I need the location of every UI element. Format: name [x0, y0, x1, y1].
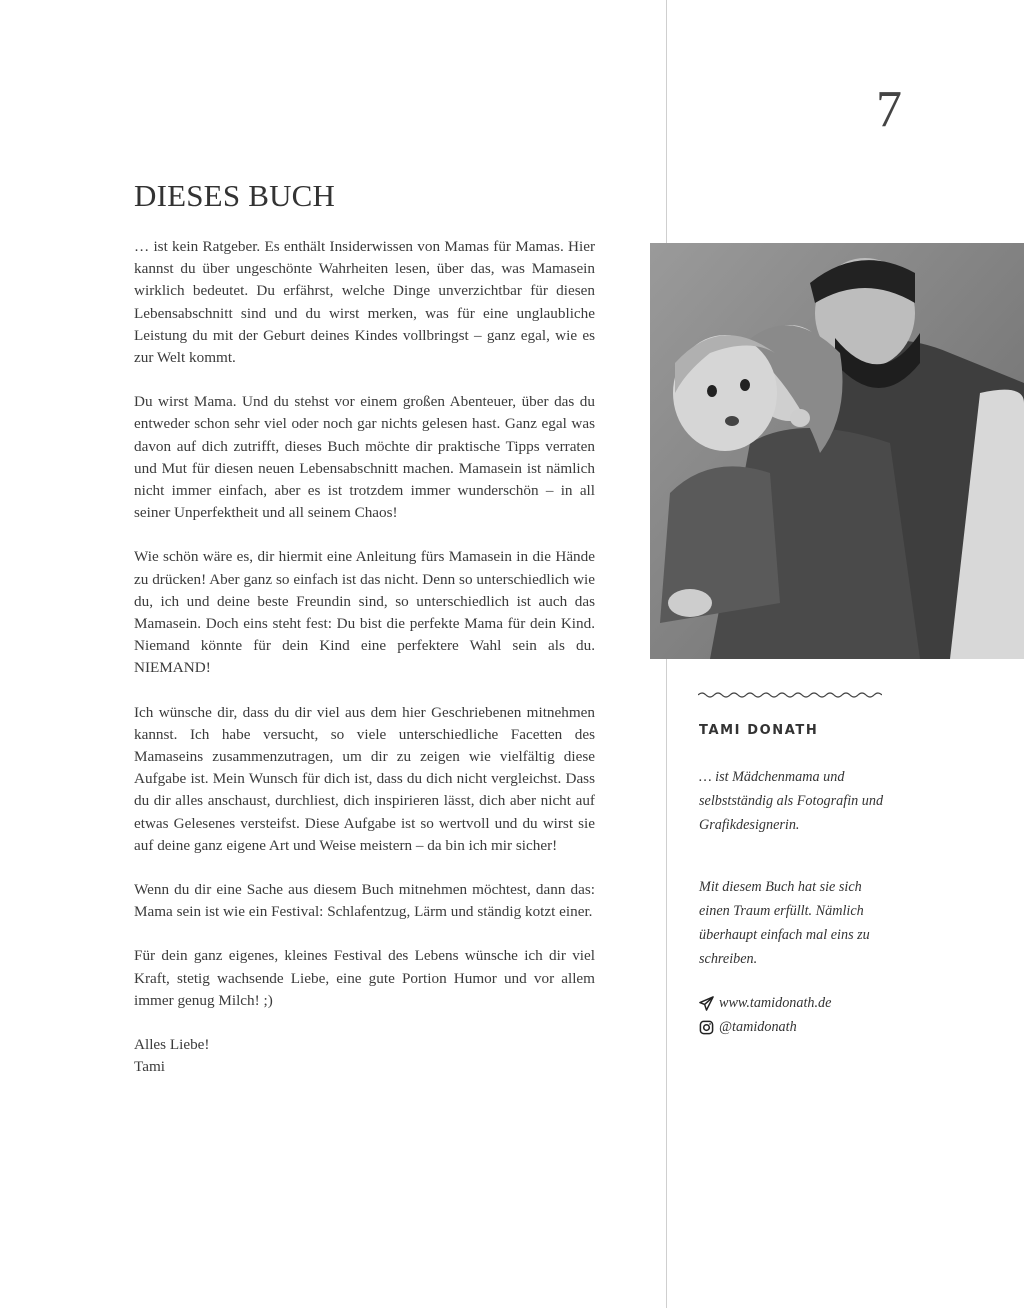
- page-number: 7: [876, 81, 902, 138]
- website-text: www.tamidonath.de: [719, 995, 832, 1011]
- body-text: [134, 236, 595, 1079]
- paragraph: Wie schön wäre es, dir hiermit eine Anleitung fürs Mamasein in die Hände zu drücken! Aber ganz so einfach ist das nicht. Denn so unterschiedlich wie du, ich und deine beste Freundin sind, so unterschiedlich ist auch das Mamasein. Doch eins steht fest: Du bist die perfekte Mama für dein Kind. Niemand könnte für dein Kind eine perfektere Wahl sein als du. NIEMAND!: [134, 548, 595, 677]
- paragraph: Für dein ganz eigenes, kleines Festival des Lebens wünsche ich dir viel Kraft, stetig wachsende Liebe, eine gute Portion Humor und vor allem immer genug Milch! ;): [134, 947, 595, 1009]
- paragraph: … ist kein Ratgeber. Es enthält Insiderwissen von Mamas für Mamas. Hier kannst du über ungeschönte Wahrheiten lesen, über das, was Mamasein wirklich bedeutet. Du erfährst, welche Dinge unverzichtbar für diesen Lebensabschnitt sind und du wirst merken, was für eine unglaubliche Leistung du mit der Geburt deines Kindes vollbringst – ganz egal, wie es zur Welt kommt.: [134, 238, 595, 367]
- page-title: DIESES BUCH: [134, 178, 336, 213]
- author-note: Mit diesem Buch hat sie sich einen Traum erfüllt. Nämlich überhaupt einfach mal eins zu schreiben.: [699, 879, 870, 967]
- family-photo: [650, 243, 1024, 659]
- paragraph: Wenn du dir eine Sache aus diesem Buch mitnehmen möchtest, dann das: Mama sein ist wie ein Festival: Schlafentzug, Lärm und ständig kotzt einer.: [134, 881, 595, 921]
- paper-plane-icon: [699, 996, 714, 1011]
- instagram-text: @tamidonath: [719, 1019, 797, 1035]
- signoff-greeting: Alles Liebe!: [134, 1036, 210, 1054]
- author-bio: … ist Mädchenmama und selbstständig als Fotografin und Grafikdesignerin.: [699, 769, 884, 833]
- instagram-icon: [699, 1020, 714, 1035]
- paragraph: Ich wünsche dir, dass du dir viel aus dem hier Geschriebenen mitnehmen kannst. Ich habe versucht, so viele unterschiedliche Facetten des Mamaseins zusammenzutragen, um dir zu zeigen wie vielfältig diese Aufgabe ist. Mein Wunsch für dich ist, dass du dich nicht vergleichst. Dass du dir alles anschaust, durchliest, dich inspirieren lässt, dich aber nicht auf etwas Gelesenes versteifst. Diese Aufgabe ist so wertvoll und du wirst sie auf deine ganz eigene Art und Weise meistern – da bin ich mir sicher!: [134, 703, 595, 854]
- paragraph: Du wirst Mama. Und du stehst vor einem großen Abenteuer, über das du entweder schon sehr viel oder noch gar nichts gelesen hast. Ganz egal was davon auf dich zutrifft, dieses Buch möchte dir praktische Tipps verraten und Mut für diesen neuen Lebensabschnitt machen. Mamasein ist nämlich nicht immer einfach, aber es ist trotzdem immer wunderschön – in all seiner Unperfektheit und all seinem Chaos!: [134, 393, 595, 522]
- wave-divider: [698, 690, 882, 700]
- signoff-name: Tami: [134, 1058, 165, 1076]
- author-name: TAMI DONATH: [699, 723, 819, 738]
- website-link[interactable]: [699, 995, 831, 1012]
- instagram-link[interactable]: [699, 1019, 797, 1036]
